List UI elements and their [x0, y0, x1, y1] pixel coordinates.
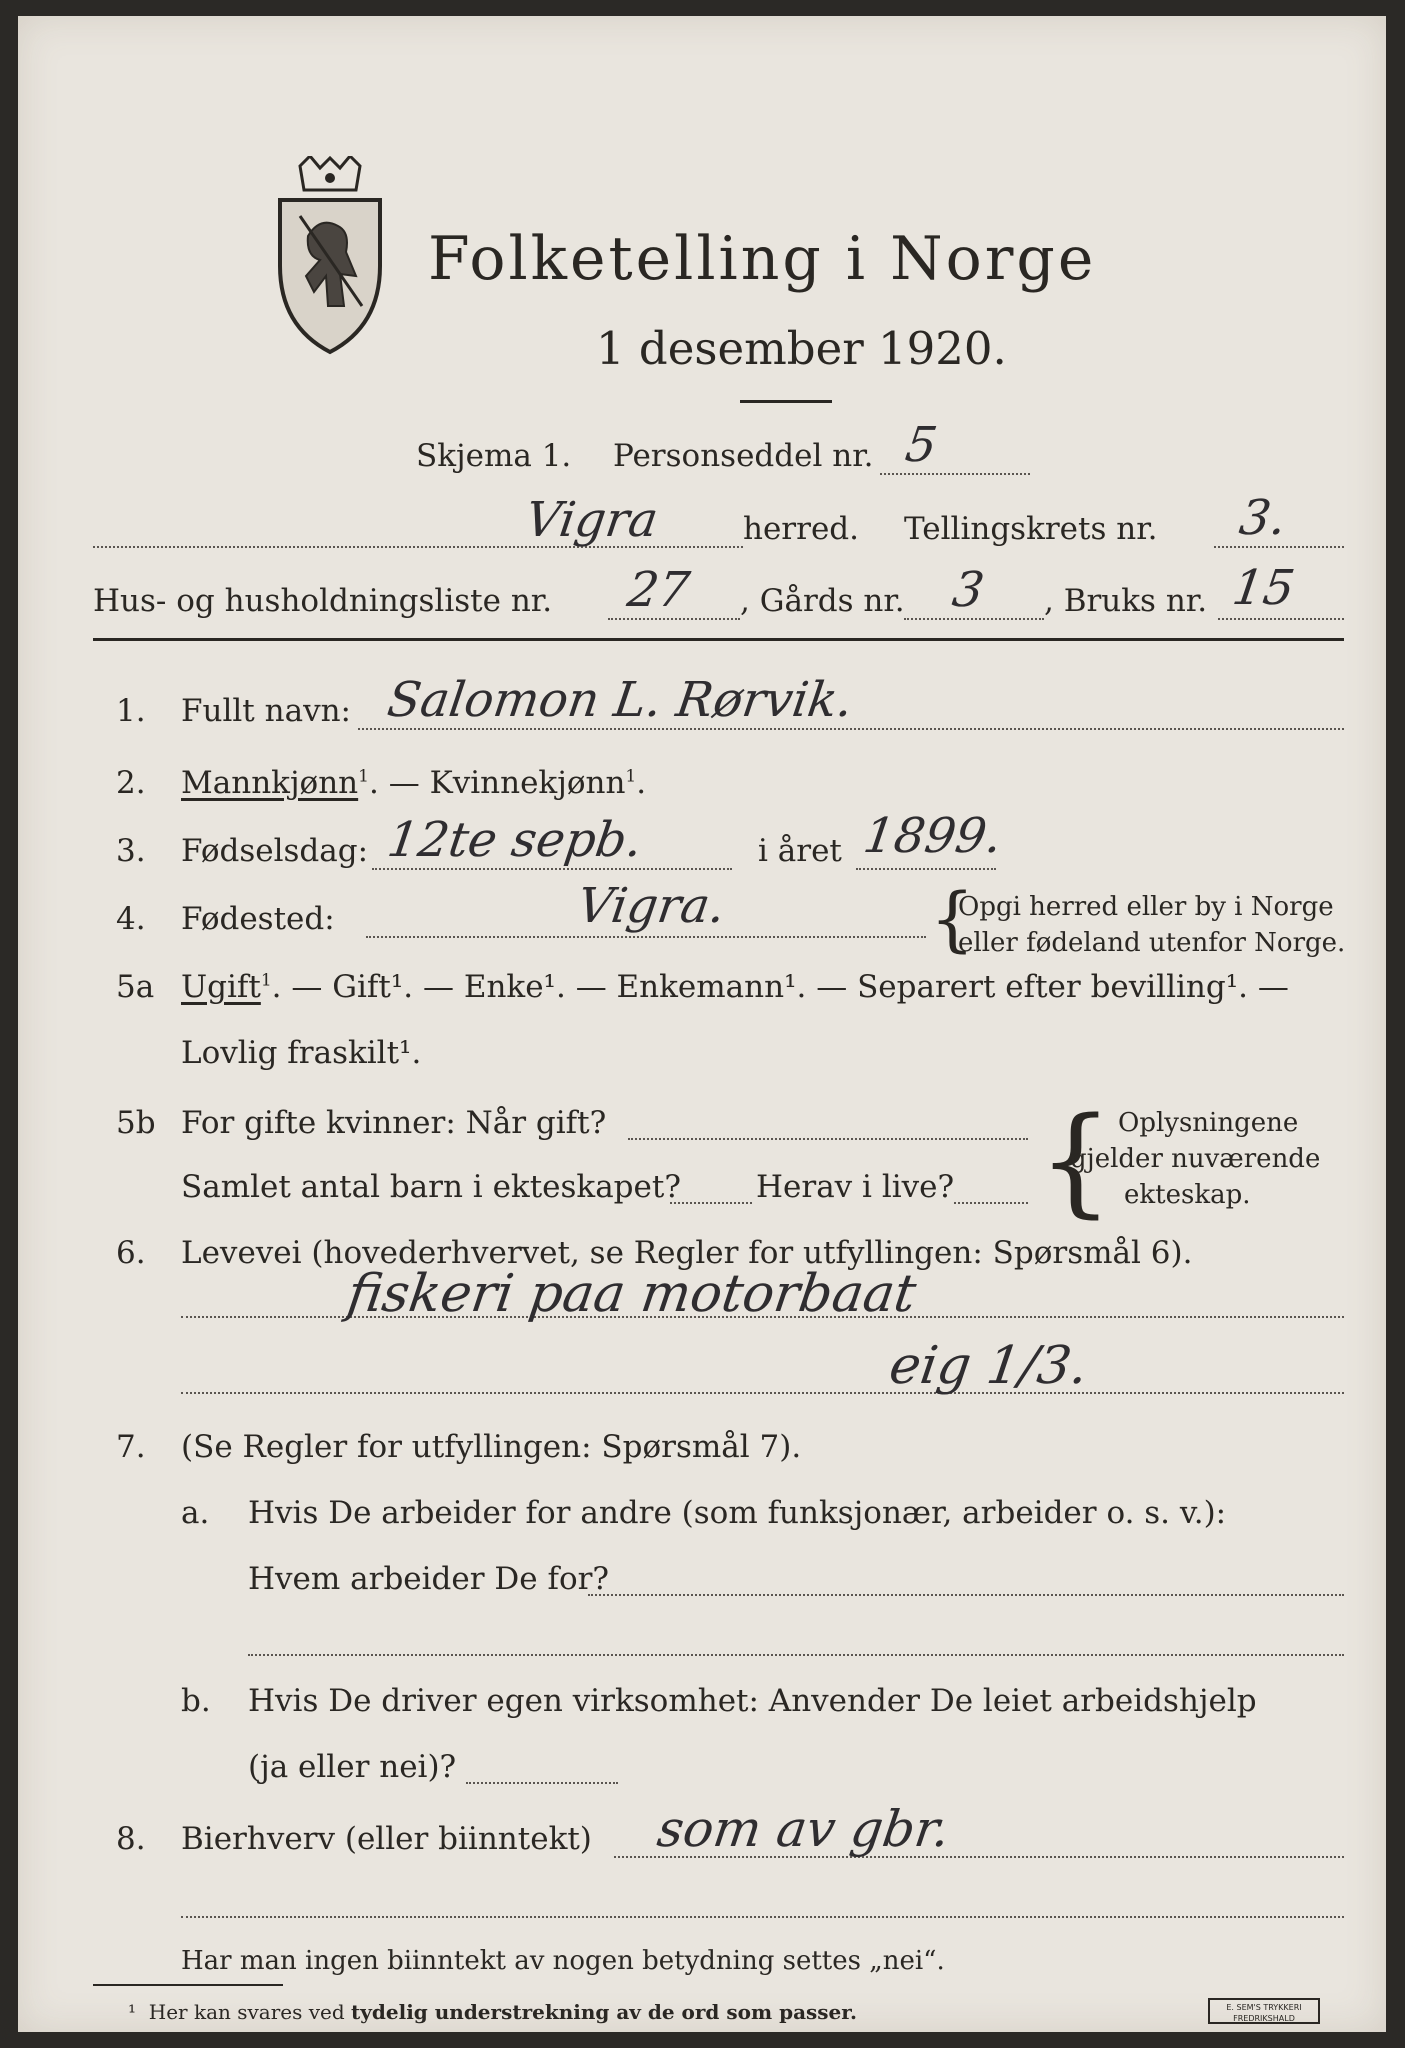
q6-value-1: fiskeri paa motorbaat	[343, 1264, 920, 1324]
q7a-text: Hvis De arbeider for andre (som funksjonær, arbeider o. s. v.):	[248, 1495, 1227, 1531]
q5a-number: 5a	[116, 969, 155, 1005]
q5b-label-1: For gifte kvinner: Når gift?	[181, 1105, 607, 1141]
q5b-line-3	[954, 1202, 1028, 1204]
q5b-number: 5b	[116, 1105, 156, 1141]
q4-brace: {	[930, 878, 975, 960]
q3-line	[372, 868, 732, 870]
bruks-label: , Bruks nr.	[1044, 583, 1208, 619]
q3-label: Fødselsdag:	[181, 833, 369, 869]
skjema-label: Skjema 1.	[416, 438, 572, 474]
personseddel-value: 5	[902, 417, 941, 473]
q5b-brace: {	[1038, 1091, 1114, 1229]
q2-kvinnekjonn[interactable]: Kvinnekjønn	[429, 765, 626, 801]
q5b-note-3: ekteskap.	[1124, 1180, 1251, 1210]
q7b-text: Hvis De driver egen virksomhet: Anvender De leiet arbeidshjelp	[248, 1683, 1257, 1719]
q7-number: 7.	[116, 1429, 146, 1465]
q5a-options: Ugift$^1$. — Gift¹. — Enke¹. — Enkemann¹. — Separert efter bevilling¹. —	[181, 969, 1289, 1005]
title-divider	[740, 400, 832, 403]
q8-value: som av gbr.	[653, 1800, 954, 1858]
q5b-line-1	[628, 1138, 1028, 1140]
q4-number: 4.	[116, 901, 146, 937]
q8-line-2	[181, 1916, 1344, 1918]
gards-value: 3	[949, 562, 988, 618]
q7b-line	[466, 1782, 618, 1784]
q7-label: (Se Regler for utfyllingen: Spørsmål 7).	[181, 1429, 802, 1465]
q5b-line-2	[670, 1202, 752, 1204]
q7a-line-2	[248, 1654, 1344, 1656]
norwegian-coat-of-arms-icon	[270, 156, 390, 356]
tellingskrets-line	[1214, 546, 1344, 548]
q3-year-label: i året	[758, 833, 842, 869]
q6-line-2	[181, 1392, 1344, 1394]
q4-value: Vigra.	[574, 878, 729, 934]
husliste-label: Hus- og husholdningsliste nr.	[93, 583, 553, 619]
q6-label: Levevei (hovederhvervet, se Regler for utfyllingen: Spørsmål 6).	[181, 1235, 1193, 1271]
q6-value-2: eig 1/3.	[885, 1336, 1092, 1396]
q5a-ugift[interactable]: Ugift	[181, 969, 261, 1005]
footnote-rule	[93, 1984, 283, 1986]
q5a-line-2: Lovlig fraskilt¹.	[181, 1035, 422, 1071]
q7a-number: a.	[181, 1495, 210, 1531]
q5b-note-2: gjelder nuværende	[1070, 1144, 1321, 1174]
tellingskrets-value: 3.	[1236, 490, 1290, 546]
q7b-number: b.	[181, 1683, 211, 1719]
q1-number: 1.	[116, 693, 146, 729]
q3-year-line	[856, 868, 996, 870]
herred-label: herred.	[743, 511, 859, 547]
q8-label: Bierhverv (eller biinntekt)	[181, 1821, 592, 1857]
q3-value: 12te sepb.	[384, 812, 646, 868]
personseddel-label: Personseddel nr.	[613, 438, 874, 474]
q5b-label-2: Samlet antal barn i ekteskapet?	[181, 1169, 681, 1205]
q2-options: Mannkjønn$^1$. — Kvinnekjønn$^1$.	[181, 765, 647, 801]
q7a-question: Hvem arbeider De for?	[248, 1561, 610, 1597]
header-rule	[93, 638, 1344, 641]
gards-label: , Gårds nr.	[740, 583, 905, 619]
q4-label: Fødested:	[181, 901, 335, 937]
q5b-label-3: Herav i live?	[756, 1169, 955, 1205]
gards-line	[904, 618, 1044, 620]
q2-number: 2.	[116, 765, 146, 801]
q1-line	[358, 728, 1344, 730]
q1-label: Fullt navn:	[181, 693, 351, 729]
form-date: 1 desember 1920.	[596, 322, 1007, 375]
q1-value: Salomon L. Rørvik.	[384, 672, 857, 728]
footnote: ¹ Her kan svares ved tydelig understrekning av de ord som passer.	[128, 2000, 857, 2024]
q8-note: Har man ingen biinntekt av nogen betydning settes „nei“.	[181, 1946, 945, 1976]
husliste-line	[608, 618, 740, 620]
q3-number: 3.	[116, 833, 146, 869]
q3-year-value: 1899.	[860, 808, 1006, 864]
husliste-value: 27	[624, 562, 694, 618]
q7a-line-1	[588, 1594, 1344, 1596]
q2-mannkjonn[interactable]: Mannkjønn	[181, 765, 359, 801]
q6-number: 6.	[116, 1235, 146, 1271]
q8-number: 8.	[116, 1821, 146, 1857]
q4-note-1: Opgi herred eller by i Norge	[958, 892, 1334, 922]
census-form-sheet	[18, 16, 1386, 2032]
printer-stamp: E. SEM'S TRYKKERI FREDRIKSHALD	[1208, 1998, 1320, 2024]
q7b-question: (ja eller nei)?	[248, 1749, 457, 1785]
tellingskrets-label: Tellingskrets nr.	[904, 511, 1158, 547]
bruks-line	[1218, 618, 1344, 620]
q5b-note-1: Oplysningene	[1118, 1108, 1299, 1138]
q4-note-2: eller fødeland utenfor Norge.	[958, 928, 1346, 958]
form-title: Folketelling i Norge	[428, 224, 1097, 294]
herred-value: Vigra	[522, 492, 662, 548]
personseddel-line	[880, 473, 1030, 475]
bruks-value: 15	[1229, 560, 1299, 616]
q4-line	[366, 936, 926, 938]
